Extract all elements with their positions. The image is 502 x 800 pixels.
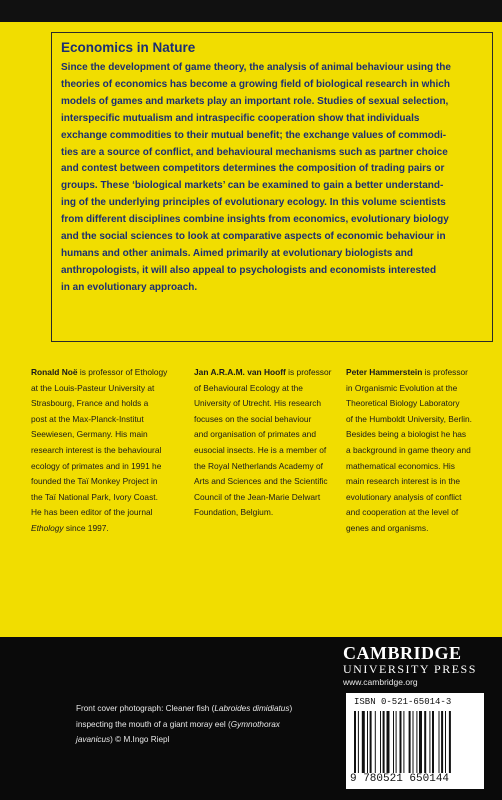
author-name: Ronald Noë (31, 367, 78, 377)
barcode-bar (429, 711, 430, 773)
barcode-bar (354, 711, 356, 773)
barcode-bar (419, 711, 422, 773)
bio-line: of Behavioural Ecology at the (194, 382, 303, 393)
cover-photo-credit (76, 701, 316, 748)
barcode-bar (387, 711, 390, 773)
bio-line: He has been editor of the journal (31, 507, 153, 518)
credit-text: inspecting the mouth of a giant moray eel ( (76, 719, 231, 729)
bio-line: Besides being a biologist he has (346, 429, 467, 440)
bio-peter-hammerstein (346, 365, 496, 537)
barcode-bar (445, 711, 446, 773)
bio-line: Council of the Jean-Marie Delwart (194, 491, 321, 502)
barcode-icon (352, 711, 478, 773)
publisher-logo (343, 643, 477, 688)
barcode-bar (358, 711, 359, 773)
credit-text: ) (289, 704, 293, 713)
bio-line: and cooperation at the level of (346, 507, 459, 518)
barcode-bar (370, 711, 372, 773)
species-name: Gymnothorax (230, 719, 280, 729)
footer-band (0, 637, 502, 800)
blurb-line: humans and other animals. Aimed primarily at evolutionary biologists and (61, 247, 413, 259)
top-dark-strip (0, 0, 502, 22)
blurb-line: and contest between competitors determines the composition of trading pairs or (61, 163, 445, 175)
barcode-bar (383, 711, 385, 773)
blurb-box (51, 32, 493, 342)
barcode-bar (449, 711, 451, 773)
credit-text: ) © M.Ingo Riepl (110, 735, 170, 744)
publisher-subtitle: UNIVERSITY PRESS (343, 662, 477, 676)
author-name: Jan A.R.A.M. van Hooff (194, 367, 286, 377)
blurb-text (61, 60, 484, 297)
barcode-bar (403, 711, 404, 773)
bio-line: eusocial insects. He is a member of (194, 444, 327, 455)
barcode-bar (424, 711, 426, 773)
barcode-bar (441, 711, 443, 773)
bio-line: focuses on the social behaviour (194, 413, 312, 424)
barcode-bar (400, 711, 402, 773)
bio-ronald-noe (31, 365, 181, 537)
bio-line: the Royal Netherlands Academy of (194, 460, 323, 471)
species-name: javanicus (76, 735, 111, 744)
bio-line: genes and organisms. (346, 522, 429, 533)
bio-line: and organisation of primates and (194, 429, 316, 440)
bio-line: of the Humboldt University, Berlin. (346, 413, 472, 424)
bio-line: evolutionary analysis of conflict (346, 491, 462, 502)
blurb-title: Economics in Nature (61, 40, 196, 55)
bio-line: Arts and Sciences and the Scientific (194, 476, 328, 487)
bio-line: research interest is the behavioural (31, 444, 162, 455)
barcode-bar (413, 711, 414, 773)
bio-jan-van-hooff (194, 365, 342, 521)
barcode-digits: 9 780521 650144 (350, 773, 450, 785)
bio-line: at the Louis-Pasteur University at (31, 382, 155, 393)
species-name: Labroides dimidiatus (214, 704, 290, 713)
barcode-bar (432, 711, 434, 773)
bio-line: Strasbourg, France and holds a (31, 398, 149, 409)
publisher-name: CAMBRIDGE (343, 643, 462, 663)
bio-line: founded the Taï Monkey Project in (31, 476, 158, 487)
bio-line: the Taï National Park, Ivory Coast. (31, 491, 158, 502)
journal-name: Ethology (31, 522, 64, 533)
barcode-bar (416, 711, 417, 773)
blurb-line: from different disciplines combine insights from economics, evolutionary biology (61, 214, 449, 226)
barcode-bar (367, 711, 368, 773)
publisher-url: www.cambridge.org (343, 677, 418, 687)
bio-line: post at the Max-Planck-Institut (31, 413, 144, 424)
blurb-line: ties are a source of conflict, and behavioural mechanisms such as partner choice (61, 146, 448, 158)
blurb-line: models of games and markets play an important role. Studies of sexual selection, (61, 95, 449, 107)
bio-line: main research interest is in the (346, 476, 461, 487)
bio-line: mathematical economics. His (346, 460, 455, 471)
bio-line: in Organismic Evolution at the (346, 382, 458, 393)
bio-line: is professor of Ethology (77, 367, 168, 377)
blurb-line: in an evolutionary approach. (61, 281, 198, 293)
blurb-line: and the social sciences to look at comparative aspects of economic behaviour in (61, 231, 446, 243)
blurb-line: Since the development of game theory, the analysis of animal behaviour using the (61, 62, 451, 73)
bio-line: a background in game theory and (346, 444, 471, 455)
blurb-line: theories of economics has become a growing field of biological research in which (61, 78, 450, 90)
bio-line: Theoretical Biology Laboratory (346, 398, 460, 409)
bio-line: ecology of primates and in 1991 he (31, 460, 162, 471)
barcode-bar (380, 711, 381, 773)
bio-line: University of Utrecht. His research (194, 398, 322, 409)
isbn-label: ISBN 0-521-65014-3 (354, 697, 452, 707)
isbn-barcode (346, 693, 484, 789)
barcode-bar (375, 711, 376, 773)
barcode-bar (396, 711, 397, 773)
blurb-line: interspecific mutualism and intraspecific cooperation show that individuals (61, 112, 420, 124)
barcode-bar (439, 711, 440, 773)
author-name: Peter Hammerstein (346, 367, 423, 377)
bio-line: Foundation, Belgium. (194, 507, 274, 518)
blurb-line: groups. These ‘biological markets’ can be examined to gain a better understand- (61, 180, 444, 192)
author-bios (0, 365, 502, 635)
blurb-line: anthropologists, it will also appeal to psychologists and economists interested (61, 264, 437, 276)
blurb-line: ing of the underlying principles of evolutionary ecology. In this volume scientists (61, 197, 446, 209)
barcode-bar (393, 711, 394, 773)
barcode-bar (362, 711, 365, 773)
bio-line: Seewiesen, Germany. His main (31, 429, 148, 440)
bio-line: since 1997. (63, 522, 109, 533)
barcode-bar (409, 711, 411, 773)
bio-line: is professor (422, 367, 468, 377)
bio-line: is professor (285, 367, 332, 377)
credit-text: Front cover photograph: Cleaner fish ( (76, 704, 215, 713)
blurb-line: exchange commodities to their mutual benefit; the exchange values of commodi- (61, 129, 447, 141)
